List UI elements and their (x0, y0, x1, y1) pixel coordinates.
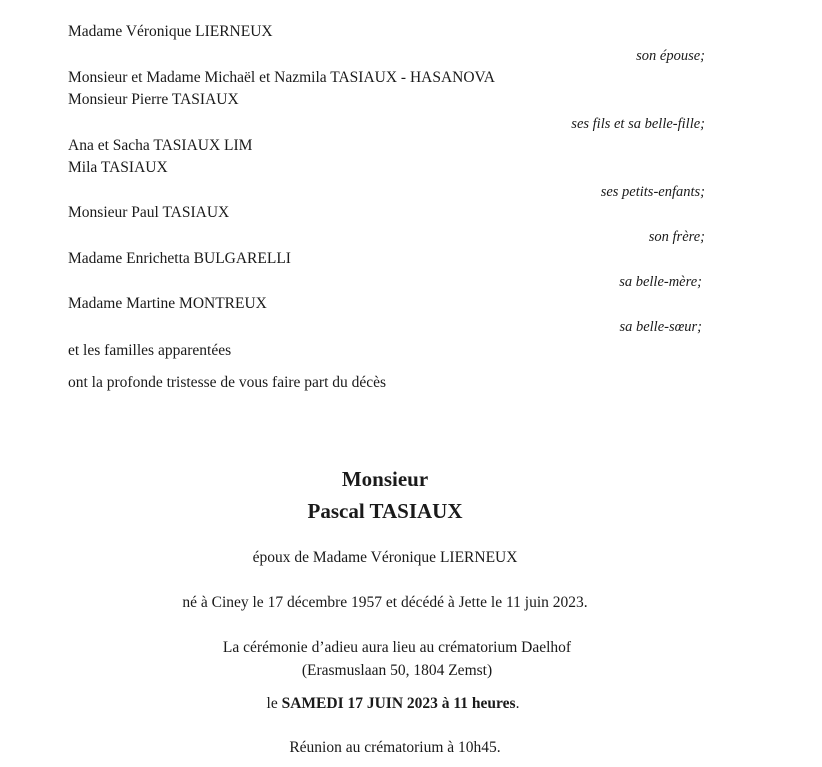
family-name: Madame Martine MONTREUX (68, 295, 267, 312)
ceremony-date-bold: SAMEDI 17 JUIN 2023 à 11 heures (281, 695, 516, 712)
ceremony-date (8, 695, 778, 713)
deceased-title: Monsieur (341, 467, 429, 491)
family-name: Mila TASIAUX (68, 159, 168, 176)
ceremony-date-suffix: . (515, 695, 520, 712)
family-role: son frère; (648, 229, 705, 245)
ceremony-location: La cérémonie d’adieu aura lieu au crématorium Daelhof (222, 639, 572, 656)
closing-families: et les familles apparentées (68, 342, 232, 359)
family-name: Monsieur et Madame Michaël et Nazmila TASIAUX - HASANOVA (68, 69, 495, 86)
family-role: son épouse; (636, 48, 705, 64)
family-name: Madame Véronique LIERNEUX (68, 23, 273, 40)
family-name: Monsieur Paul TASIAUX (68, 204, 230, 221)
deceased-name: Pascal TASIAUX (307, 499, 463, 523)
family-role: sa belle-mère; (619, 274, 702, 290)
closing-announcement: ont la profonde tristesse de vous faire part du décès (68, 374, 387, 391)
family-name: Ana et Sacha TASIAUX LIM (68, 137, 253, 154)
family-name: Madame Enrichetta BULGARELLI (68, 250, 291, 267)
ceremony-date-prefix: le (266, 695, 282, 712)
family-role: sa belle-sœur; (619, 319, 702, 335)
family-name: Monsieur Pierre TASIAUX (68, 91, 239, 108)
meeting-line: Réunion au crématorium à 10h45. (289, 739, 501, 756)
dates-line: né à Ciney le 17 décembre 1957 et décédé à Jette le 11 juin 2023. (182, 594, 588, 611)
family-role: ses petits-enfants; (600, 184, 705, 200)
family-role: ses fils et sa belle-fille; (571, 116, 705, 132)
spouse-line: époux de Madame Véronique LIERNEUX (252, 549, 518, 566)
ceremony-address: (Erasmuslaan 50, 1804 Zemst) (301, 662, 493, 679)
